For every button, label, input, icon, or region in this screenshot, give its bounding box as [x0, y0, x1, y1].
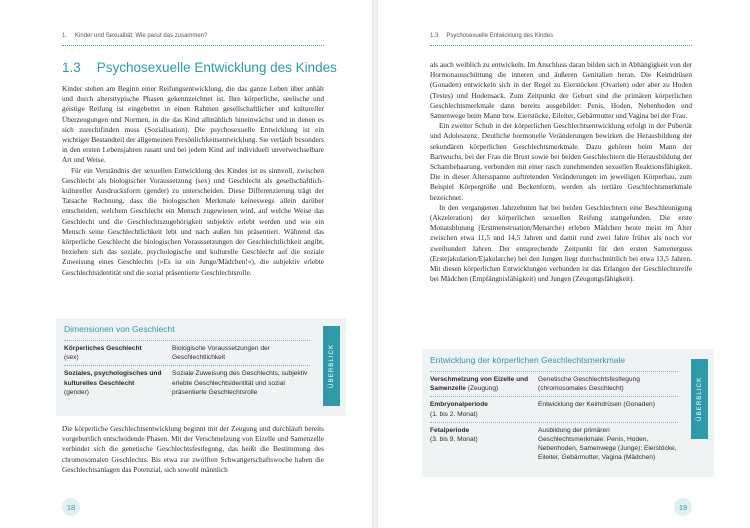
body-text: [62, 84, 324, 278]
row-label-note: (1. bis 2. Monat): [430, 410, 478, 418]
row-description: Entwicklung der Keimdrüsen (Gonaden): [538, 401, 655, 409]
section-number: 1.3: [62, 60, 81, 75]
running-head-title: Psychosexuelle Entwicklung des Kindes: [446, 33, 554, 39]
row-label-note: (3. bis 9. Monat): [430, 436, 478, 444]
row-label: [64, 369, 172, 397]
right-page: [378, 0, 750, 528]
row-label: [430, 375, 538, 393]
row-label-bold: Embryonalperiode: [430, 401, 488, 409]
running-head-title: Kinder und Sexualität: Wie passt das zusammen?: [75, 33, 208, 39]
row-label-note: (sex): [64, 354, 79, 362]
row-label-note: (gender): [64, 388, 89, 396]
row-description: Soziale Zuweisung des Geschlechts, subjektiv erlebte Geschlechtsidentität und sozial präsentierte Geschlechtsrolle: [172, 370, 308, 396]
table-row: [430, 422, 678, 466]
running-head: [62, 33, 207, 39]
paragraph: als auch weiblich zu entwickeln. Im Anschluss daran bilden sich in Abhängigkeit von der Hormonausschüttung die inneren und äußeren Genitalien heran. Die Keimdrüsen (Gonaden) entwickeln sich in der Regel zu Eierstöcken (Ovarien) oder aber zu Hoden (Testes) und Hodensack. Zum Zeitpunkt der Geburt sind die primären körperlichen Geschlechtsmerkmale dann bereits ausgebildet: Penis, Hoden, Nebenhoden und Samenwege beim Mann bzw. Eierstöcke, Eileiter, Gebärmutter und Vagina bei der Frau.: [430, 60, 692, 121]
row-label-bold: Soziales, psychologisches und kulturelles Geschlecht: [64, 370, 162, 387]
row-description: Ausbildung der primären Geschlechtsmerkmale: Penis, Hoden, Nebenhoden, Samenwege (Junge); Eierstöcke, Eileiter, Gebärmutter, Vagina (Mädchen): [538, 426, 677, 462]
row-label: [430, 426, 538, 463]
table-row: [64, 365, 310, 400]
page-number: 19: [674, 498, 692, 516]
box-table: [64, 340, 310, 400]
row-label-bold: Körperliches Geschlecht: [64, 345, 142, 352]
row-label-bold: Verschmelzung von Eizelle und Samenzelle: [430, 376, 529, 393]
row-label: [430, 400, 538, 418]
table-row: [430, 396, 678, 421]
table-row: [430, 371, 678, 396]
row-description: Genetische Geschlechtsfestlegung (chromosomales Geschlecht): [538, 376, 640, 393]
paragraph: Kinder stehen am Beginn einer Reifungsentwicklung, die das ganze Leben über anhält und durch altersttypische Phasen gekennzeichnet ist. Ihre körperliche, seelische und geistige Reifung ist eingebettet in einen Rahmen gesellschaftlicher und kultureller Überzeugungen und Normen, in die das Kind allmählich hineinwächst und in denen es sich zurechtfinden muss (Sozialisation). Die psychosexuelle Entwicklung ist ein wichtiger Bestandteil der allgemeinen Persönlichkeitsentwicklung. Sie verläuft besonders in den ersten Lebensjahren rasant und bei jedem Kind auf individuell unverwechselbare Art und Weise.: [62, 84, 324, 165]
body-text: [430, 60, 692, 284]
paragraph: In den vergangenen Jahrzehnten hat bei beiden Geschlechtern eine Beschleunigung (Akzeleration) der körperlichen sexuellen Reifung stattgefunden. Die erste Monatsblutung (Erstmenstruation/Menarche) erleben Mädchen heute meist im Alter zwischen etwa 11,5 und 14,5 Jahren und damit rund zwei Jahre früher als noch vor zweihundert Jahren. Der entsprechende Zeitpunkt für den ersten Samenerguss (Erstejakulation/Ejakularche) bei den Jungen liegt durchschnittlich bei etwa 13,5 Jahren. Mit diesen körperlichen Entwicklungen verbunden ist das Erlangen der Geschlechtsreife bei Mädchen (Empfängnisfähigkeit) und Jungen (Zeugungsfähigkeit).: [430, 202, 692, 284]
row-label-bold: Fetalperiode: [430, 426, 470, 434]
overview-tab: ÜBERBLICK: [691, 359, 708, 439]
body-text-continued: [62, 424, 324, 475]
running-head-divider: [430, 45, 692, 46]
box-table: [430, 371, 678, 466]
row-label-note: (Zeugung): [467, 385, 499, 393]
paragraph: Ein zweiter Schub in der körperlichen Geschlechtsentwicklung erfolgt in der Pubertät und Adoleszenz. Deutliche hormonelle Veränderungen bewirken die Herausbildung der sekundären körperlichen Geschlechtsmerkmale. Dazu gehören beim Mann der Bartwuchs, bei der Frau die Brust sowie bei beiden Geschlechtern die Herausbildung der Schambehaarung, verbunden mit einer rasch zunehmenden sexuellen Reaktionsfähigkeit. Die in dieser Altersspanne auftretenden Veränderungen im jeweiligen Körperbau, zum Beispiel Körpergröße und Beckenform, werden als tertiäre Geschlechtsmerkmale bezeichnet.: [430, 121, 692, 202]
left-page: [0, 0, 372, 528]
running-head-number: 1.3: [430, 33, 439, 39]
row-label: [64, 344, 172, 362]
row-description: Biologische Voraussetzungen der Geschlechtlichkeit: [172, 345, 270, 362]
overview-tab: ÜBERBLICK: [323, 326, 340, 406]
section-heading: [62, 60, 337, 75]
page-number: 18: [62, 498, 80, 516]
overview-box-gender-dimensions: [56, 318, 346, 416]
paragraph: Die körperliche Geschlechtsentwicklung beginnt mit der Zeugung und durchläuft bereits vorgeburtlich entscheidende Phasen. Mit der Verschmelzung von Eizelle und Samenzelle verbindet sich die genetische Geschlechtsfestlegung, das heißt die Bestimmung des chromosomalen Geschlechts. Bis etwa zur zwölften Schwangerschaftswoche haben die Geschlechtsanlagen das Potenzial, sich sowohl männlich: [62, 424, 324, 474]
box-title: Dimensionen von Geschlecht: [64, 324, 175, 334]
running-head-divider: [62, 45, 324, 46]
table-row: [64, 340, 310, 365]
overview-box-sex-characteristics: [422, 349, 714, 477]
running-head: [430, 33, 553, 39]
running-head-number: 1.: [62, 33, 68, 39]
section-title: Psychosexuelle Entwicklung des Kindes: [96, 60, 337, 75]
box-title: Entwicklung der körperlichen Geschlechtsmerkmale: [430, 355, 626, 365]
paragraph: Für ein Verständnis der sexuellen Entwicklung des Kindes ist es sinnvoll, zwischen Geschlecht als biologischer Voraussetzung (sex) und Geschlecht als gesellschaftlich-kultureller Ausdrucksform (gender) zu unterscheiden. Diese Differenzierung trägt der Tatsache Rechnung, dass die biologischen Merkmale keineswegs allein darüber entscheiden, welchem Geschlecht ein Mensch zugewiesen wird, auf welche Weise das Geschlecht und die Geschlechtszugehörigkeit subjektiv erlebt werden und wie ein Mensch seine Geschlechtlichkeit lebt und nach außen hin präsentiert. Während das körperliche Geschlecht die biologischen Voraussetzungen der Geschlechtlichkeit angibt, beziehen sich das soziale, psychologische und kulturelle Geschlecht auf die soziale Zuweisung eines Geschlechts (»Es ist ein Junge/Mädchen!«), die subjektiv erlebte Geschlechtsidentität und die sozial präsentierte Geschlechtsrolle.: [62, 165, 324, 277]
